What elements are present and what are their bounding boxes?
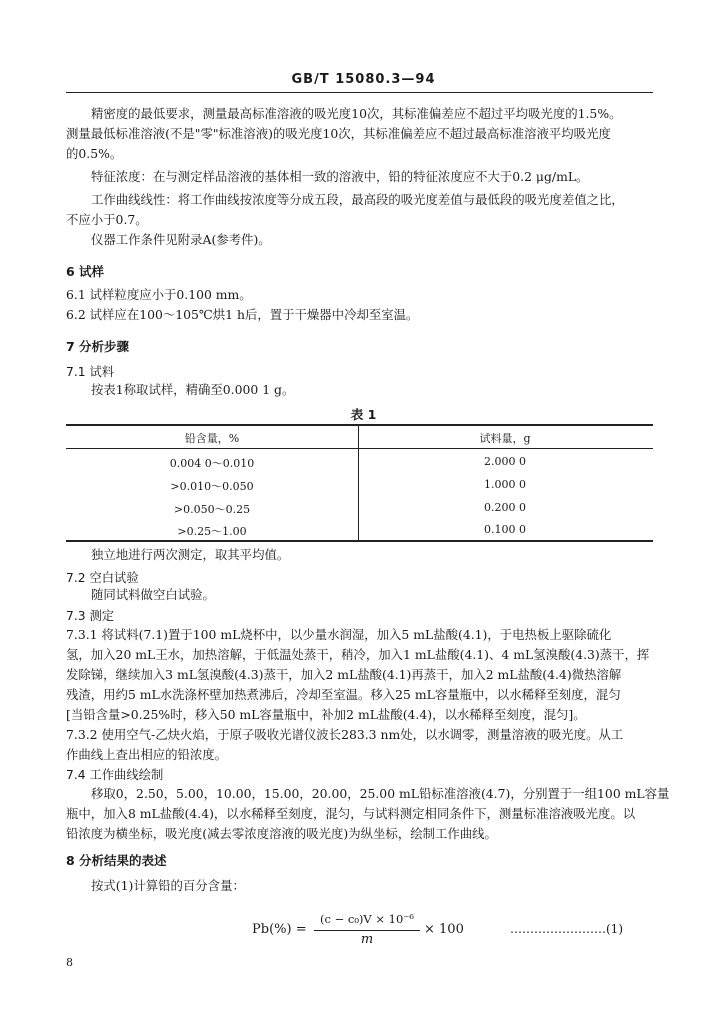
table-cell: 0.100 0 [484, 523, 526, 536]
section-6-2: 6.2 试样应在100～105℃烘1 h后，置于干燥器中冷却至室温。 [66, 307, 419, 322]
section-7-3-2-line: 7.3.2 使用空气-乙炔火焰，于原子吸收光谱仪波长283.3 nm处，以水调零，测量溶液的吸光度。从工 [66, 727, 624, 742]
section-7-3-1-line: 发除锑，继续加入3 mL氢溴酸(4.3)蒸干，加入2 mL盐酸(4.1)再蒸干，加入2 mL盐酸(4.4)微热溶解 [66, 667, 622, 682]
table-top-rule [66, 424, 653, 426]
section-6-title: 6 试样 [66, 264, 105, 279]
formula-equation-number: ……………………(1) [510, 922, 623, 936]
section-7-3-1-line: 7.3.1 将试料(7.1)置于100 mL烧杯中，以少量水润湿，加入5 mL盐酸(4.1)，于电热板上驱除硫化 [66, 627, 612, 642]
section-8-title: 8 分析结果的表述 [66, 853, 167, 868]
table-cell: 0.200 0 [484, 501, 526, 514]
section-7-3-title: 7.3 测定 [66, 609, 115, 623]
section-7-1-title: 7.1 试料 [66, 365, 115, 379]
section-7-4-line: 瓶中，加入8 mL盐酸(4.4)，以水稀释至刻度，混匀，与试料测定相同条件下，测量标准溶液吸光度。以 [66, 806, 636, 821]
page-header: GB/T 15080.3—94 [291, 72, 436, 87]
paragraph-linearity-1: 工作曲线线性：将工作曲线按浓度等分成五段，最高段的吸光度差值与最低段的吸光度差值之比， [91, 192, 624, 207]
page-number: 8 [66, 956, 73, 969]
section-8-text: 按式(1)计算铅的百分含量： [91, 878, 245, 893]
paragraph-linearity-2: 不应小于0.7。 [66, 212, 148, 227]
paragraph-characteristic-concentration: 特征浓度：在与测定样品溶液的基体相一致的溶液中，铅的特征浓度应不大于0.2 μg/mL。 [91, 169, 589, 184]
paragraph-precision-2: 测量最低标准溶液(不是"零"标准溶液)的吸光度10次，其标准偏差应不超过最高标准溶液平均吸光度 [66, 126, 611, 141]
formula-fraction-bar [314, 930, 420, 931]
table-cell: 1.000 0 [484, 478, 526, 491]
table-bottom-rule [66, 540, 653, 542]
paragraph-after-table: 独立地进行两次测定，取其平均值。 [91, 547, 290, 562]
header-rule [66, 92, 653, 93]
table-cell: >0.010～0.050 [170, 480, 254, 493]
table-cell: >0.050～0.25 [173, 503, 251, 516]
table-header-sample-mass: 试料量，g [479, 432, 531, 445]
section-7-4-line: 铅浓度为横坐标，吸光度(减去零浓度溶液的吸光度)为纵坐标，绘制工作曲线。 [66, 826, 497, 841]
formula-denominator: m [360, 932, 374, 947]
section-7-4-title: 7.4 工作曲线绘制 [66, 768, 164, 782]
section-7-3-1-line: 残渣，用约5 mL水洗涤杯壁加热煮沸后，冷却至室温。移入25 mL容量瓶中，以水稀释至刻度，混匀 [66, 687, 621, 702]
section-6-1: 6.1 试样粒度应小于0.100 mm。 [66, 287, 252, 302]
table-header-rule [66, 448, 653, 449]
paragraph-precision-1: 精密度的最低要求，测量最高标准溶液的吸光度10次，其标准偏差应不超过平均吸光度的1.5%。 [91, 106, 622, 121]
section-7-3-2-line: 作曲线上查出相应的铅浓度。 [66, 747, 228, 762]
paragraph-instrument-conditions: 仪器工作条件见附录A(参考件)。 [91, 232, 271, 247]
formula-numerator: (c − c₀)V × 10⁻⁶ [320, 912, 414, 926]
formula-lhs: Pb(%) = [252, 922, 307, 937]
section-7-2-title: 7.2 空白试验 [66, 571, 139, 585]
section-7-3-1-line: 氢，加入20 mL王水，加热溶解，于低温处蒸干，稍冷，加入1 mL盐酸(4.1)、4 mL氢溴酸(4.3)蒸干，挥 [66, 647, 650, 662]
section-7-4-line: 移取0，2.50，5.00，10.00，15.00，20.00，25.00 mL铅标准溶液(4.7)，分别置于一组100 mL容量 [91, 786, 670, 801]
paragraph-precision-3: 的0.5%。 [66, 146, 123, 161]
table-cell: 2.000 0 [484, 455, 526, 468]
section-7-3-1-line: [当铅含量>0.25%时，移入50 mL容量瓶中，补加2 mL盐酸(4.4)，以水稀释至刻度，混匀]。 [66, 707, 586, 722]
section-7-2-text: 随同试料做空白试验。 [91, 587, 215, 602]
table-title: 表 1 [350, 407, 377, 422]
section-7-1-text: 按表1称取试样，精确至0.000 1 g。 [91, 382, 295, 397]
table-cell: 0.004 0～0.010 [169, 457, 255, 470]
table-cell: >0.25～1.00 [177, 525, 247, 538]
table-header-lead-content: 铅含量，% [184, 432, 240, 445]
section-7-title: 7 分析步骤 [66, 339, 130, 354]
formula-multiplier: × 100 [424, 922, 464, 937]
